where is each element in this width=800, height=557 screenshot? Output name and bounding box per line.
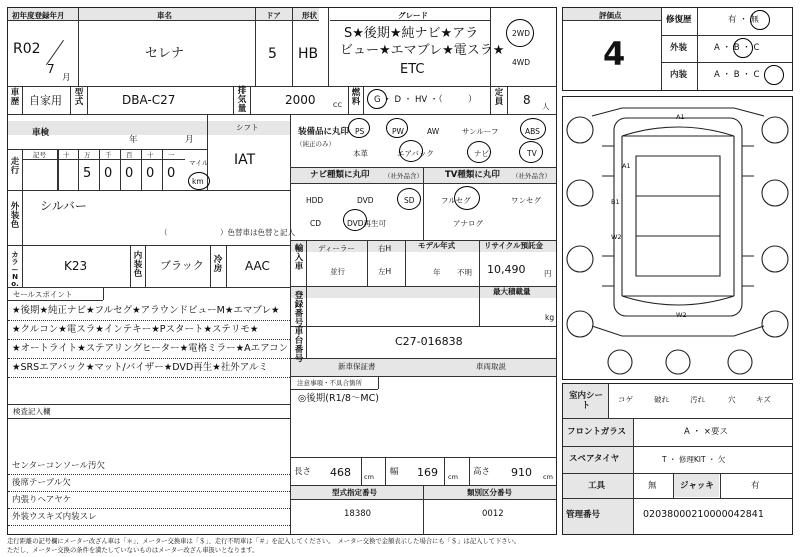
diagram-a1-top: A1	[676, 113, 685, 121]
car-name: セレナ	[145, 46, 185, 61]
car-diagram	[562, 96, 793, 380]
odometer-digit: 0	[125, 166, 134, 181]
record-label: 記号	[33, 151, 46, 159]
equipment-item: 本革	[353, 149, 368, 158]
odometer-digit-label: 百	[126, 151, 133, 159]
reg-no-label: 登録番号	[294, 291, 304, 328]
tv-circle	[454, 186, 480, 210]
spare-tire-label: スペアタイヤ	[569, 454, 620, 464]
mile-label: マイル	[189, 159, 209, 167]
exterior-color-label: 外装色	[10, 202, 20, 230]
model-year-label: モデル年式	[418, 241, 456, 250]
capacity-unit: 人	[542, 102, 550, 111]
reg-month-unit: 月	[62, 73, 71, 83]
interior-sheet-option: コゲ	[618, 395, 633, 404]
inspector-note-line: 後席テーブル欠	[12, 478, 71, 488]
grade-line-3: ETC	[400, 62, 425, 77]
mileage-label: 走行	[10, 157, 20, 176]
import-label: 輸入車	[294, 244, 304, 272]
score-value: 4	[603, 35, 626, 73]
diagram-a1-mid: A1	[622, 162, 631, 170]
interior-sheet-option: 汚れ	[690, 395, 705, 404]
tools-label: 工具	[588, 481, 606, 491]
doors-value: 5	[268, 46, 277, 62]
equipment-item: エアバック	[397, 149, 434, 158]
fuel-label: 燃料	[351, 88, 361, 107]
car-cat-label: 車歴	[10, 88, 20, 107]
interior-options: A ・ B ・ C	[714, 70, 760, 80]
sales-point-line: ★オートライト★ステアリングヒーター★電格ミラー★Aエアコン	[12, 343, 289, 354]
shaken-label: 車検	[32, 128, 50, 138]
length-unit: cm	[364, 473, 374, 481]
equipment-item: PW	[392, 127, 404, 136]
interior-sheet-label: 室内シート	[568, 391, 603, 412]
inspector-notes-label: 検査記入欄	[13, 407, 51, 416]
navi-item: DVD再生可	[347, 219, 387, 228]
type-label: 型式指定番号	[332, 488, 377, 497]
diagram-w2-left: W2	[611, 233, 622, 241]
equipment-sub-label: （純正のみ）	[296, 140, 335, 148]
drive-4wd: 4WD	[512, 58, 530, 67]
drive-2wd-circle	[506, 19, 534, 47]
height-value: 910	[511, 466, 532, 479]
drive-2wd: 2WD	[512, 29, 530, 38]
exterior-options: A ・ B ・ C	[714, 43, 760, 53]
recycle-label: リサイクル預託金	[484, 241, 543, 250]
shift-value: IAT	[234, 152, 256, 168]
exterior-color-value: シルバー	[40, 199, 87, 213]
odometer-digit: 0	[167, 166, 176, 181]
height-unit: cm	[543, 473, 553, 481]
repair-none-circle	[750, 10, 770, 30]
class-label: 類別区分番号	[467, 488, 512, 497]
equipment-label: 装備品に丸印	[298, 127, 350, 137]
reg-year-value: R02	[13, 41, 41, 57]
ac-label: 冷房	[213, 255, 223, 274]
capacity-value: 8	[523, 93, 531, 107]
tools-value: 無	[648, 481, 657, 491]
inspector-note-line: 内張りヘアヤケ	[12, 495, 72, 505]
odometer-digit-label: 十	[63, 151, 70, 159]
equipment-circle	[348, 118, 370, 138]
km-circle	[188, 172, 210, 190]
equipment-item: AW	[427, 127, 440, 136]
km-label: km	[192, 177, 204, 186]
odometer-digit-label: 一	[168, 151, 175, 159]
diagram-w2-bottom: W2	[676, 311, 687, 319]
shift-label: シフト	[236, 123, 259, 132]
width-unit: cm	[448, 473, 458, 481]
grade-label: グレード	[398, 11, 428, 20]
notes-label: 注意事項・不具合箇所	[297, 379, 362, 387]
equipment-item: サンルーフ	[462, 127, 499, 136]
color-no-value: K23	[64, 259, 88, 273]
repair-options: 有 ・ 無	[728, 15, 759, 25]
management-label: 管理番号	[566, 510, 601, 520]
sales-points-label: セールスポイント	[13, 290, 73, 299]
manual-label: 車両取説	[476, 362, 506, 371]
interior-sheet-option: 穴	[728, 395, 736, 404]
reg-year-label: 初年度登録年月	[12, 11, 65, 20]
shaken-year-unit: 年	[129, 135, 138, 145]
diagram-b1: B1	[611, 198, 620, 206]
tv-sub: （社外品含）	[512, 172, 551, 180]
recycle-yen: 円	[544, 269, 552, 278]
tv-item: アナログ	[453, 219, 483, 228]
odometer-digit: 5	[83, 166, 92, 181]
spare-tire-options: T ・ 修理KIT ・ 欠	[662, 455, 726, 464]
chassis-value: C27-016838	[395, 335, 463, 348]
tv-label: TV種類に丸印	[445, 170, 500, 180]
equipment-circle	[386, 118, 408, 138]
inspector-note-line: 外装ウスキズ内装スレ	[12, 512, 97, 522]
import-rh: 右H	[378, 244, 392, 253]
interior-color-value: ブラック	[160, 259, 204, 272]
capacity-label: 定員	[494, 88, 504, 107]
color-no-label: カラーNo.	[11, 251, 19, 289]
equipment-circle	[519, 141, 543, 163]
import-parallel: 並行	[330, 267, 345, 276]
model-label: 型式	[74, 88, 84, 107]
shape-value: HB	[298, 46, 319, 62]
class-value: 0012	[482, 509, 504, 519]
height-label: 高さ	[473, 467, 491, 477]
footer-note-1: 走行距離の記号欄にメーター改ざん車は「＊」、メーター交換車は「＄」、走行不明車は「＃」を記入してください。 メーター交換で金額表示した場合にも「＄」は記入して下さい。	[7, 538, 521, 545]
grade-line-2: ビュー★エマブレ★電スラ★	[340, 43, 505, 58]
navi-item: CD	[310, 219, 322, 228]
displacement-value: 2000	[285, 93, 316, 107]
management-value: 02038000210000042841	[643, 509, 764, 520]
navi-circle	[397, 188, 421, 210]
equipment-item: PS	[355, 127, 365, 136]
exterior-label: 外装	[670, 43, 688, 53]
equipment-item: ABS	[525, 127, 540, 136]
interior-c-circle	[764, 65, 784, 85]
chassis-label: 車台番号	[294, 327, 304, 364]
import-dealer: ディーラー	[318, 244, 355, 253]
navi-label: ナビ種類に丸印	[310, 170, 370, 180]
inspector-note-line: センターコンソール汚欠	[12, 461, 105, 471]
recycle-value: 10,490	[487, 263, 526, 276]
reg-month-value: 7	[47, 62, 55, 76]
equipment-item: ナビ	[474, 149, 489, 158]
jack-label: ジャッキ	[680, 481, 714, 491]
tv-item: フルセグ	[441, 196, 471, 205]
sales-point-line: ★クルコン★電スラ★インテキー★Pスタート★ステリモ★	[12, 324, 259, 335]
equipment-circle	[467, 141, 491, 163]
score-label: 評価点	[599, 11, 622, 20]
sales-point-line: ★SRSエアバック★マット/バイザー★DVD再生★社外アルミ	[12, 362, 268, 373]
doors-label: ドア	[266, 11, 281, 20]
model-value: DBA-C27	[122, 93, 176, 107]
shaken-month-unit: 月	[185, 135, 194, 145]
max-load-label: 最大積載量	[493, 287, 531, 296]
sales-point-line: ★後期★純正ナビ★フルセグ★アラウンドビューM★エマブレ★	[12, 305, 280, 316]
ac-value: AAC	[245, 259, 270, 273]
interior-label: 内装	[670, 70, 688, 80]
equipment-circle	[520, 118, 546, 140]
navi-item: DVD	[357, 196, 374, 205]
odometer-digit: 0	[146, 166, 155, 181]
car-cat-value: 自家用	[29, 94, 62, 107]
length-label: 長さ	[294, 467, 312, 477]
jack-value: 有	[751, 481, 760, 491]
navi-circle	[343, 209, 367, 231]
repaint-note: （ ）色替車は色替と記入	[160, 228, 295, 237]
equipment-circle	[399, 140, 423, 162]
interior-sheet-option: キズ	[756, 395, 771, 404]
model-year-unit: 年	[433, 268, 441, 277]
type-value: 18380	[344, 509, 372, 519]
name-label: 車名	[157, 11, 172, 20]
width-value: 169	[417, 466, 438, 479]
grade-line-1: S★後期★純ナビ★アラ	[344, 26, 479, 41]
odometer-digit-label: 万	[84, 151, 91, 159]
import-lh: 左H	[378, 267, 392, 276]
navi-sub: （社外品含）	[384, 172, 423, 180]
interior-color-label: 内装色	[133, 251, 143, 279]
odometer-digit-label: 十	[147, 151, 154, 159]
windshield-options: A ・ ×要ス	[684, 427, 728, 437]
windshield-label: フロントガラス	[567, 427, 626, 437]
displacement-label: 排気量	[237, 86, 247, 114]
odometer-digit: 0	[104, 166, 113, 181]
max-load-unit: kg	[545, 313, 555, 322]
width-label: 幅	[390, 467, 399, 477]
shape-label: 形状	[302, 11, 317, 20]
interior-sheet-option: 破れ	[654, 395, 669, 404]
fuel-g-circle	[367, 89, 387, 109]
navi-item: SD	[404, 196, 415, 205]
fuel-options: G ・ D ・ HV ・（ ）	[374, 95, 477, 105]
displacement-unit: CC	[333, 101, 343, 109]
exterior-b-circle	[733, 38, 753, 58]
warranty-label: 新車保証書	[338, 362, 376, 371]
repair-label: 修復歴	[666, 15, 692, 25]
model-year-unknown: 不明	[457, 268, 472, 277]
equipment-item: TV	[527, 149, 537, 158]
notes-text: ◎後期(R1/8〜MC)	[298, 393, 379, 404]
navi-item: HDD	[306, 196, 324, 205]
odometer-digit-label: 千	[105, 151, 112, 159]
length-value: 468	[330, 466, 351, 479]
footer-note-2: ただし、メーター交換の条件を満たしていないものはメーター改ざん車扱いとなります。	[7, 547, 259, 554]
tv-item: ワンセグ	[511, 196, 541, 205]
